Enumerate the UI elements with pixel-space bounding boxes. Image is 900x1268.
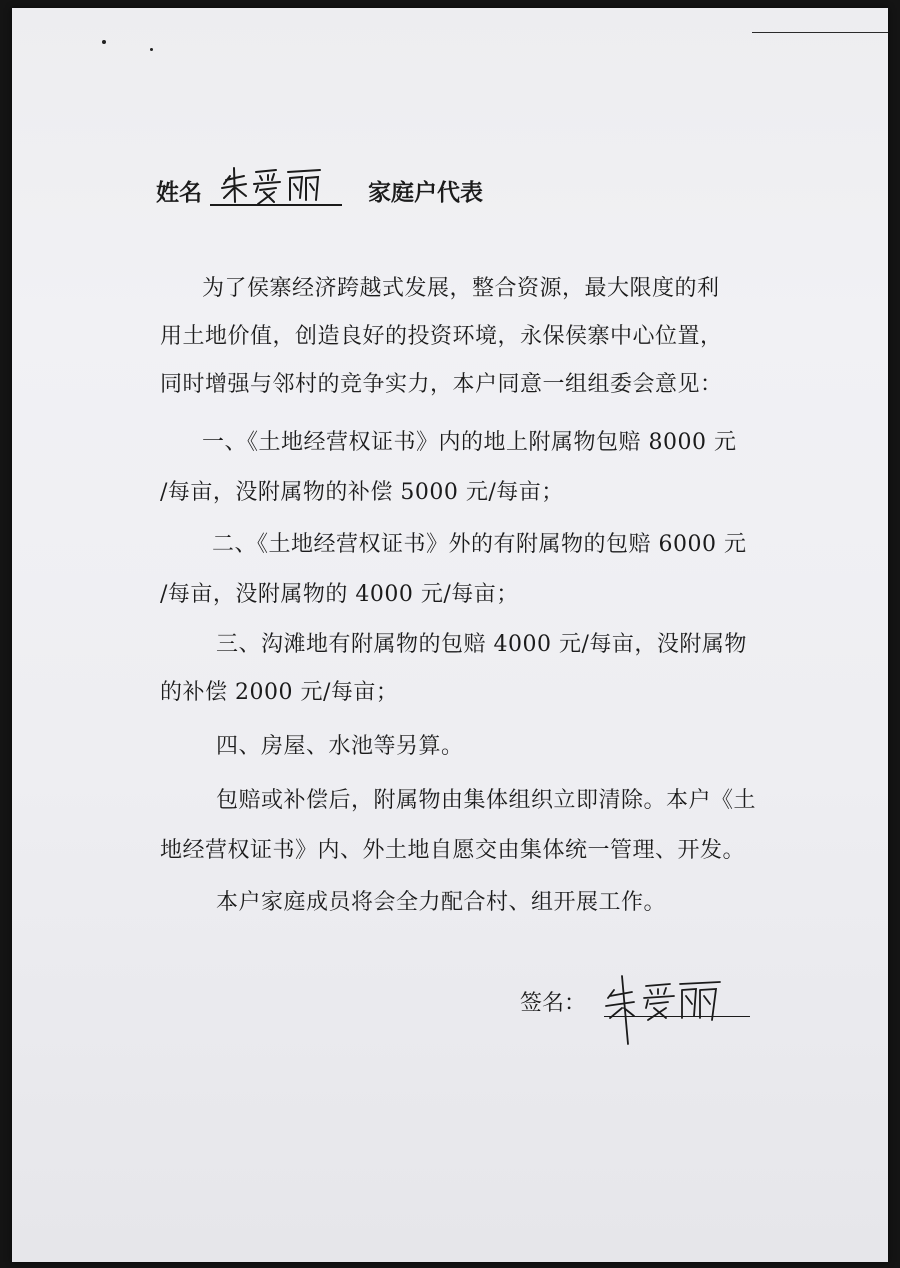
paper-speck [102, 40, 106, 44]
name-underline [210, 204, 342, 206]
top-edge-line [752, 32, 888, 33]
paper-speck [150, 48, 153, 51]
body-line: 三、沟滩地有附属物的包赔 4000 元/每亩，没附属物 [216, 632, 747, 657]
document-page [12, 8, 888, 1262]
signature-underline [604, 1016, 750, 1017]
body-line: 用土地价值，创造良好的投资环境，永保侯寨中心位置， [160, 324, 723, 349]
body-line: 同时增强与邻村的竞争实力，本户同意一组组委会意见： [160, 372, 723, 397]
body-line: 本户家庭成员将会全力配合村、组开展工作。 [216, 890, 667, 915]
name-label: 姓名 [156, 179, 202, 206]
signature-block [520, 968, 780, 1048]
header-name-line [156, 174, 516, 208]
body-line: 二、《土地经营权证书》外的有附属物的包赔 6000 元 [212, 532, 747, 557]
body-line: 的补偿 2000 元/每亩； [160, 680, 399, 705]
body-line: 四、房屋、水池等另算。 [216, 734, 464, 759]
role-label: 家庭户代表 [368, 179, 483, 206]
body-line: 一、《土地经营权证书》内的地上附属物包赔 8000 元 [202, 430, 737, 455]
body-line: 包赔或补偿后，附属物由集体组织立即清除。本户《土 [216, 788, 757, 813]
handwritten-signature [600, 968, 750, 1052]
body-line: /每亩，没附属物的补偿 5000 元/每亩； [160, 480, 564, 505]
signature-label: 签名： [520, 991, 587, 1016]
body-line: 为了侯寨经济跨越式发展，整合资源，最大限度的利 [202, 276, 720, 301]
body-line: 地经营权证书》内、外土地自愿交由集体统一管理、开发。 [160, 838, 746, 863]
body-line: /每亩，没附属物的 4000 元/每亩； [160, 582, 519, 607]
